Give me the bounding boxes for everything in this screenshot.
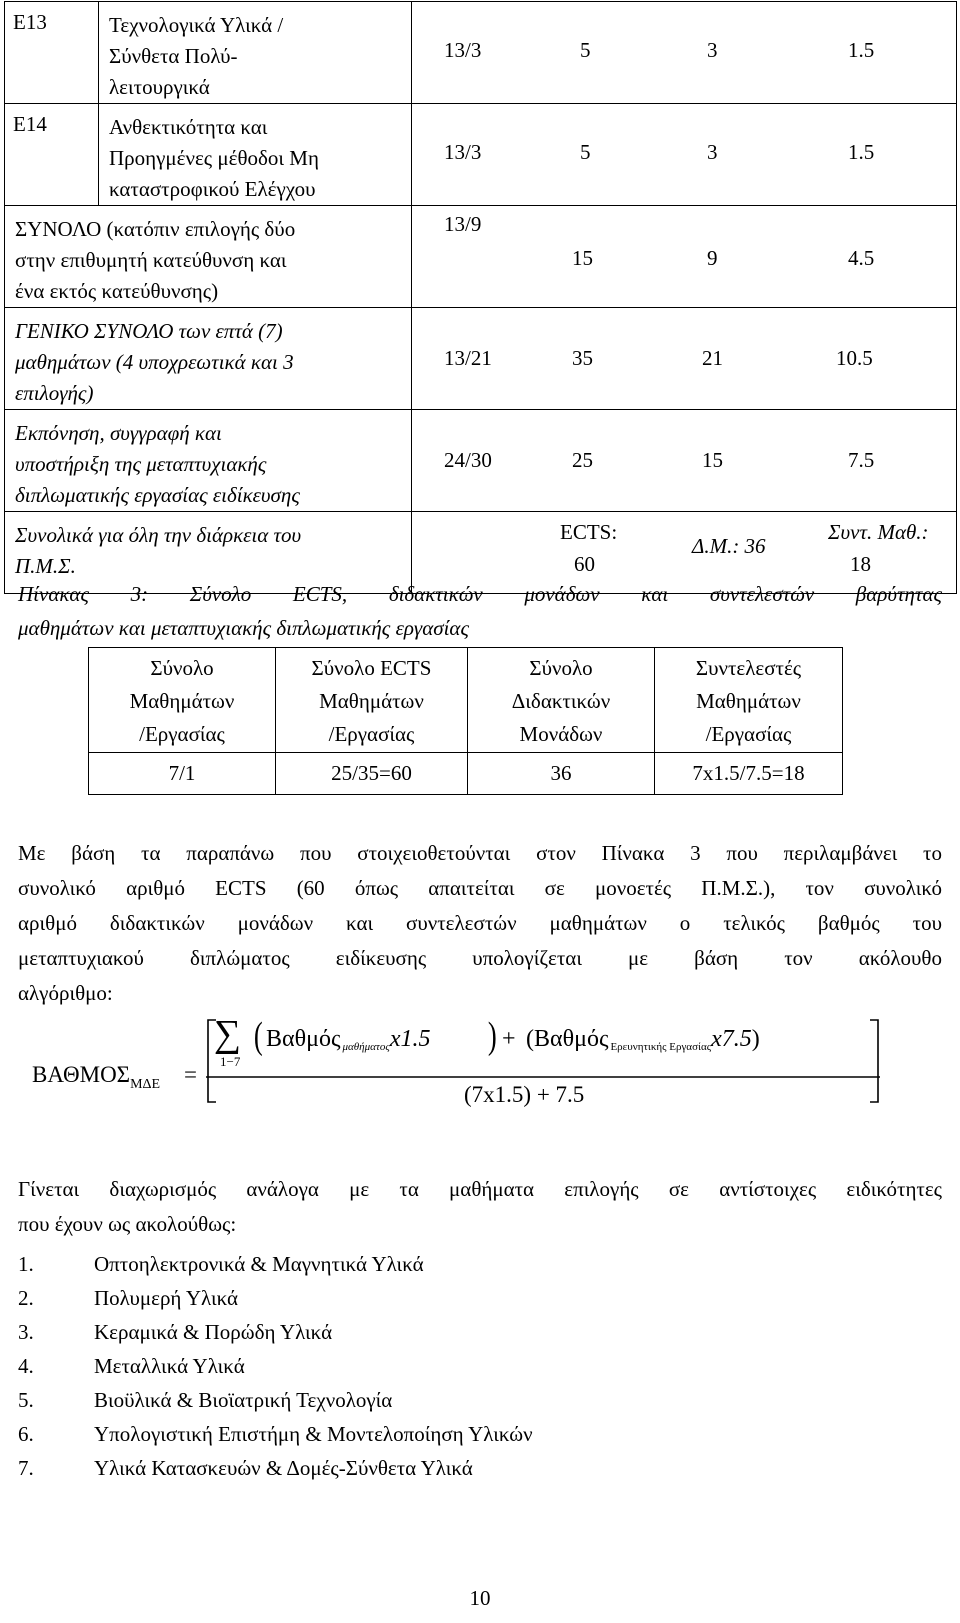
- title-line: Συνολικά για όλη την διάρκεια του: [15, 523, 302, 547]
- ects-value: 5: [580, 38, 591, 62]
- course-title: [99, 104, 412, 206]
- page-number: 10: [469, 1586, 491, 1610]
- table-header-row: [89, 648, 843, 753]
- list-label: Βιοϋλικά & Βιοϊατρική Τεχνολογία: [94, 1388, 393, 1412]
- title-line: Προηγμένες μέθοδοι Μη: [109, 146, 319, 170]
- header-line: /Εργασίας: [705, 721, 792, 746]
- title-line: Π.Μ.Σ.: [15, 554, 76, 578]
- header-line: Σύνολο: [529, 655, 593, 680]
- list-number: 4.: [18, 1354, 34, 1378]
- formula-brackets: [0, 1010, 960, 1150]
- course-title: [99, 2, 412, 104]
- paragraph-line: μεταπτυχιακού διπλώματος ειδίκευσης υπολογίζεται με βάση τον ακόλουθο: [18, 946, 942, 970]
- header-line: Μαθημάτων: [129, 688, 235, 713]
- title-line: μαθημάτων (4 υποχρεωτικά και 3: [15, 350, 294, 374]
- paragraph-line: αλγόριθμο:: [18, 981, 113, 1005]
- list-number: 2.: [18, 1286, 34, 1310]
- ects-value: 5: [580, 140, 591, 164]
- title-line: ΣΥΝΟΛΟ (κατόπιν επιλογής δύο: [15, 217, 296, 241]
- header-line: /Εργασίας: [328, 721, 415, 746]
- title-line: Σύνθετα Πολύ-: [109, 44, 238, 68]
- header-line: Σύνολο: [150, 655, 214, 680]
- header-line: Μαθημάτων: [319, 688, 424, 713]
- coef-label: Συντ. Μαθ.:: [828, 520, 929, 544]
- formula-term1: [266, 1026, 430, 1053]
- title-line: διπλωματικής εργασίας ειδίκευσης: [15, 483, 300, 507]
- ratio-value: 24/30: [444, 448, 492, 472]
- units-value: 15: [702, 448, 723, 472]
- ratio-value: 13/3: [444, 140, 482, 164]
- formula-equals: =: [184, 1062, 197, 1087]
- formula-lhs-subscript: ΜΔΕ: [130, 1077, 161, 1092]
- summary-table: [88, 647, 843, 795]
- title-line: υποστήριξη της μεταπτυχιακής: [15, 452, 267, 476]
- header-line: Διδακτικών: [511, 688, 611, 713]
- table-row: [89, 753, 843, 795]
- paragraph-line: που έχουν ως ακολούθως:: [18, 1212, 237, 1236]
- coef-value: 4.5: [848, 246, 875, 270]
- units-value: 9: [707, 246, 718, 270]
- list-number: 3.: [18, 1320, 34, 1344]
- list-item: [18, 1354, 245, 1379]
- ratio-value: 13/9: [444, 212, 482, 236]
- formula-plus: +: [502, 1026, 516, 1052]
- formula-denominator: (7x1.5) + 7.5: [464, 1082, 585, 1107]
- units-total: Δ.Μ.: 36: [692, 534, 766, 558]
- coef-value: 1.5: [848, 140, 875, 164]
- paragraph-line: αριθμό διδακτικών μονάδων και συντελεστών μαθημάτων ο τελικός βαθμός του: [18, 911, 942, 935]
- list-item: [18, 1320, 332, 1345]
- coef-total: 18: [850, 552, 871, 576]
- title-line: καταστροφικού Ελέγχου: [109, 177, 316, 201]
- course-title: [5, 206, 412, 308]
- units-value: 3: [707, 38, 718, 62]
- formula-term2: (Βαθμός Ερευνητικής Εργασίαςx7.5): [526, 1026, 760, 1053]
- list-number: 6.: [18, 1422, 34, 1446]
- list-item: [18, 1252, 424, 1277]
- units-value: 21: [702, 346, 723, 370]
- ects-label: ECTS:: [560, 520, 618, 544]
- list-number: 1.: [18, 1252, 34, 1276]
- table-caption-line2: μαθημάτων και μεταπτυχιακής διπλωματικής εργασίας: [18, 616, 469, 640]
- ects-value: 25: [572, 448, 593, 472]
- list-item: [18, 1286, 238, 1311]
- list-label: Υπολογιστική Επιστήμη & Μοντελοποίηση Υλικών: [94, 1422, 533, 1446]
- list-label: Πολυμερή Υλικά: [94, 1286, 239, 1310]
- table-row: [5, 104, 957, 206]
- ratio-value: 13/21: [444, 346, 492, 370]
- header-line: Συντελεστές: [695, 655, 802, 680]
- paragraph-line: συνολικό αριθμό ECTS (60 όπως απαιτείται σε μονοετές Π.Μ.Σ.), τον συνολικό: [18, 876, 942, 900]
- ects-value: 35: [572, 346, 593, 370]
- title-line: Τεχνολογικά Υλικά /: [109, 13, 284, 37]
- column-header: [468, 648, 655, 753]
- course-title: [5, 410, 412, 512]
- course-code: Ε13: [5, 2, 99, 104]
- term1-factor: x1.5: [389, 1026, 431, 1052]
- list-label: Μεταλλικά Υλικά: [94, 1354, 245, 1378]
- title-line: ΓΕΝΙΚΟ ΣΥΝΟΛΟ των επτά (7): [15, 319, 283, 343]
- column-header: [655, 648, 843, 753]
- sum-symbol: ∑: [214, 1013, 242, 1055]
- table-cell: 7x1.5/7.5=18: [655, 753, 843, 795]
- course-code: Ε14: [5, 104, 99, 206]
- table-row: [5, 206, 957, 308]
- term2-factor: x7.5: [711, 1026, 752, 1052]
- title-line: ένα εκτός κατεύθυνσης): [15, 279, 219, 303]
- paragraph-line: Με βάση τα παραπάνω που στοιχειοθετούνται στον Πίνακα 3 που περιλαμβάνει το: [18, 841, 942, 865]
- coef-value: 10.5: [836, 346, 873, 370]
- column-header: [89, 648, 276, 753]
- title-line: λειτουργικά: [109, 75, 210, 99]
- course-values: [412, 308, 957, 410]
- close-paren: ): [487, 1015, 497, 1057]
- open-paren: (: [253, 1015, 263, 1057]
- coef-value: 1.5: [848, 38, 875, 62]
- paragraph-line: Γίνεται διαχωρισμός ανάλογα με τα μαθήματα επιλογής σε αντίστοιχες ειδικότητες: [18, 1177, 942, 1201]
- table-row: [5, 2, 957, 104]
- title-line: επιλογής): [15, 381, 94, 405]
- ects-value: 15: [572, 246, 593, 270]
- table-caption: Πίνακας 3: Σύνολο ECTS, διδακτικών μονάδων και συντελεστών βαρύτητας: [18, 582, 942, 606]
- list-number: 7.: [18, 1456, 34, 1480]
- course-values: [412, 2, 957, 104]
- term2-subscript: Ερευνητικής Εργασίας: [610, 1041, 712, 1053]
- units-value: 3: [707, 140, 718, 164]
- grade-formula: [0, 1010, 960, 1150]
- list-item: [18, 1422, 533, 1447]
- column-header: [276, 648, 468, 753]
- course-values: [412, 410, 957, 512]
- header-line: /Εργασίας: [139, 721, 225, 746]
- list-label: Κεραμικά & Πορώδη Υλικά: [94, 1320, 333, 1344]
- courses-table: [4, 1, 957, 594]
- list-number: 5.: [18, 1388, 34, 1412]
- table-cell: 7/1: [89, 753, 276, 795]
- term2-grade: Βαθμός: [534, 1026, 609, 1052]
- course-values: [412, 104, 957, 206]
- title-line: Ανθεκτικότητα και: [109, 115, 268, 139]
- list-label: Υλικά Κατασκευών & Δομές-Σύνθετα Υλικά: [94, 1456, 473, 1480]
- list-label: Οπτοηλεκτρονικά & Μαγνητικά Υλικά: [94, 1252, 424, 1276]
- table-cell: 25/35=60: [276, 753, 468, 795]
- header-line: Μαθημάτων: [696, 688, 801, 713]
- header-line: Μονάδων: [519, 721, 603, 746]
- sum-range: 1−7: [220, 1054, 241, 1069]
- list-item: [18, 1456, 473, 1481]
- list-item: [18, 1388, 392, 1413]
- coef-value: 7.5: [848, 448, 875, 472]
- table-row: [5, 410, 957, 512]
- header-line: Σύνολο ECTS: [311, 655, 432, 680]
- course-title: [5, 308, 412, 410]
- title-line: Εκπόνηση, συγγραφή και: [15, 421, 222, 445]
- course-values: [412, 206, 957, 308]
- table-cell: 36: [468, 753, 655, 795]
- term1-subscript: μαθήματος: [342, 1041, 390, 1053]
- paragraph-algorithm: [18, 836, 942, 1011]
- title-line: στην επιθυμητή κατεύθυνση και: [15, 248, 287, 272]
- paragraph-specialties: [18, 1172, 942, 1242]
- table-row: [5, 308, 957, 410]
- term1-grade: Βαθμός: [266, 1026, 341, 1052]
- ratio-value: 13/3: [444, 38, 482, 62]
- ects-total: 60: [574, 552, 595, 576]
- formula-lhs-text: ΒΑΘΜΟΣ: [32, 1062, 131, 1087]
